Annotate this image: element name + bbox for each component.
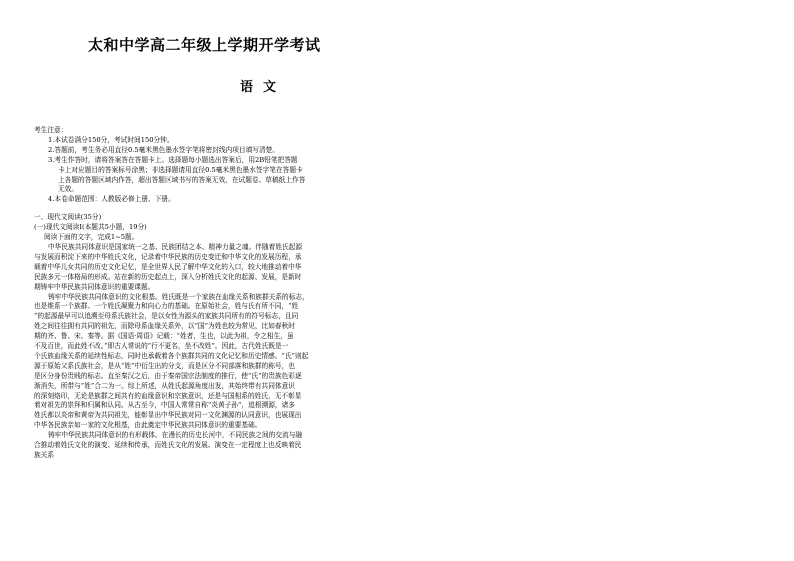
paragraph-line: 是区分身份贵贱的标志。直至秦汉之后，由于秦帝国宗法制度的推行，使“氏”的贵族色彩逐 xyxy=(34,371,302,380)
notice-item: 3.考生作答时，请将答案答在答题卡上。选择题每小题选出答案后，用2B铅笔把答题 xyxy=(48,155,298,164)
notice-heading: 考生注意： xyxy=(34,126,68,134)
paragraph-line: 合推动着姓氏文化的演变、延续和传承，而姓氏文化的发展、演变在一定程度上也反映着民 xyxy=(34,441,302,450)
paragraph-line: 民族多元一体格局的形成。站在新的历史起点上，深入分析姓氏文化的起源、发展，是新时 xyxy=(34,272,302,281)
paragraph-line: 铸牢中华民族共同体意识的有形载体。在漫长的历史长河中，不同民族之间的交流与融 xyxy=(48,431,303,440)
notice-item: 1.本试卷满分150分，考试时间150分钟。 xyxy=(48,135,174,144)
paragraph-line: 姓之间往往拥有共同的祖先，而除母系血缘关系外，以“国”为姓也较为常见，比如春秋时 xyxy=(34,322,295,331)
passage-paragraph-3 xyxy=(34,431,382,461)
paragraph-line: 铸牢中华民族共同体意识的文化根基。姓氏既是一个家族在血缘关系和族群关系的标志， xyxy=(48,292,309,301)
paragraph-line: 期的齐、鲁、宋、秦等。据《国语·周语》记载：“姓者，生也，以此为祖，令之相生，虽 xyxy=(34,332,294,341)
passage-paragraph-2 xyxy=(34,293,382,432)
notice-item-continued: 无效。 xyxy=(58,185,79,194)
paragraph-line: 族关系 xyxy=(34,451,55,459)
paragraph-line: 渐消失，所带与“姓”合二为一。综上所述，从姓氏起源角度出发，其始终带有共同体意识 xyxy=(34,381,295,390)
notice-item-continued: 卡上对应题目的答案标号涂黑；非选择题请用直径0.5毫米黑色墨水签字笔在答题卡 xyxy=(58,165,303,174)
passage-paragraph-1 xyxy=(34,243,382,293)
reading-instruction: 阅读下面的文字，完成1~5题。 xyxy=(44,233,139,242)
paragraph-line: 也是维系一个族群、一个姓氏凝聚力和向心力的基础。在原始社会，姓与氏有所不同，“姓 xyxy=(34,302,299,311)
notice-item-continued: 上各题的答题区域内作答，超出答题区域书写的答案无效，在试题卷、草稿纸上作答 xyxy=(58,175,306,184)
subject-title: 语文 xyxy=(240,80,287,95)
section-heading: 一、现代文阅读(35分) xyxy=(34,213,102,222)
paragraph-line: 与发展而积淀下来的中华姓氏文化，记录着中华民族的历史变迁和中华文化的发展历程，承 xyxy=(34,252,302,261)
section-subheading: (一)现代文阅读Ⅰ(本题共5小题，19分) xyxy=(34,223,147,232)
paragraph-line: ”的起源最早可以追溯至母系氏族社会，是以女性为源头的家族共同所有的符号标志，且同 xyxy=(34,312,299,321)
paragraph-line: 中华民族共同体意识是国家统一之基、民族团结之本、精神力量之魂。伴随着姓氏起源 xyxy=(48,242,303,251)
paragraph-line: 着对祖先的崇拜和归属和认同。从古至今，中国人常常自称“炎黄子孙”，追根溯源，诸多 xyxy=(34,401,295,410)
paragraph-line: 中华各民族亲如一家的文化根基，由此奠定中华民族共同体意识的重要基础。 xyxy=(34,421,262,430)
exam-title: 太和中学高二年级上学期开学考试 xyxy=(88,36,321,54)
paragraph-line: 期铸牢中华民族共同体意识的重要课题。 xyxy=(34,282,155,291)
notice-item: 2.答题前，考生务必用直径0.5毫米黑色墨水签字笔将密封线内项目填写清楚。 xyxy=(48,145,280,154)
paragraph-line: 的深刻烙印，无论是族群之间共有的血缘意识和宗族意识，还是与国相系的姓氏，无不彰显 xyxy=(34,391,302,400)
exam-content xyxy=(34,126,382,461)
paragraph-line: 源于原始父系氏族社会，是从“姓”中衍生出的分支，而是区分不同部落和族群的称号，也 xyxy=(34,361,295,370)
paragraph-line: 个氏族血缘关系的延续性标志，同时也承载着各个族群共同的文化记忆和历史情感。“氏”则起 xyxy=(34,351,309,360)
notice-item: 4.本卷命题范围：人教版必修上册、下册。 xyxy=(48,195,175,204)
paragraph-line: 载着中华儿女共同的历史文化记忆，是全世界人民了解中华文化的入口，较大地推动着中华 xyxy=(34,262,302,271)
paragraph-line: 姓氏都以炎帝和黄帝为共同祖先，能彰显出中华民族对同一文化渊源的认同意识，也展现出 xyxy=(34,411,302,420)
paragraph-line: 不及百世，而此姓不改。”即古人常说的“行不更名，坐不改姓”。因此，古代姓氏既是一 xyxy=(34,342,289,351)
